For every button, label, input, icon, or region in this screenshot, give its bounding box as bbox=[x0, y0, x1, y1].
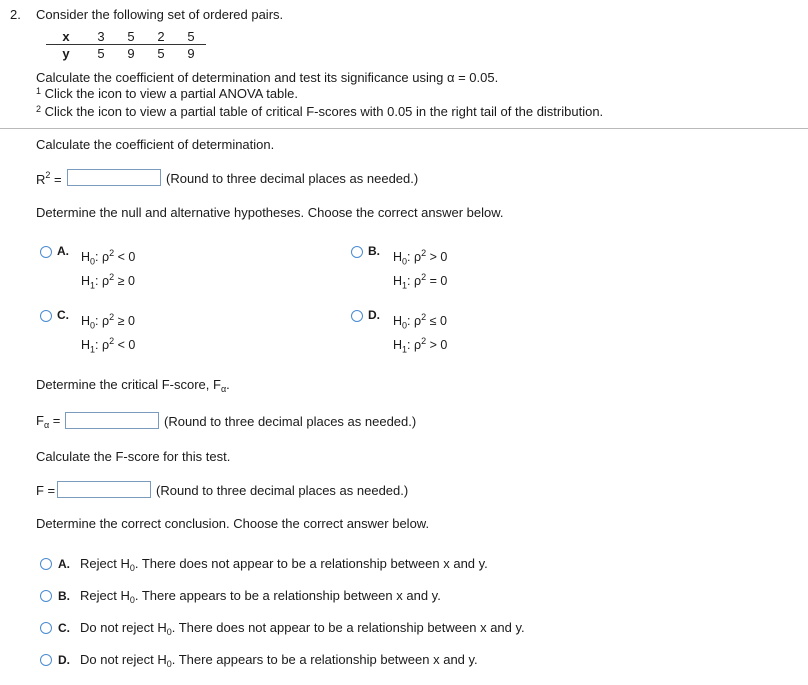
option-b-h0: $H_0$: $\rho^2 > 0$ bbox=[393, 248, 448, 267]
option-c-radio[interactable] bbox=[40, 310, 52, 322]
footnote-1-text[interactable]: Click the icon to view a partial ANOVA table. bbox=[44, 86, 299, 101]
question-prompt: Consider the following set of ordered pairs. bbox=[36, 7, 284, 22]
option-d-letter: D. bbox=[368, 308, 380, 322]
conclusion-d-letter: D. bbox=[58, 653, 70, 667]
question-number: 2. bbox=[10, 7, 21, 22]
conclusion-c-text: Do not reject $H_0$. There does not appear to be a relationship between x and y. bbox=[80, 620, 525, 637]
option-c-letter: C. bbox=[57, 308, 69, 322]
table-row-x bbox=[46, 28, 206, 45]
ordered-pairs-table bbox=[46, 28, 206, 61]
option-a-h1: $H_1$: $\rho^2 \ge 0$ bbox=[81, 272, 135, 291]
y-header: y bbox=[62, 45, 70, 61]
r-squared-label bbox=[36, 170, 62, 187]
x-value: 2 bbox=[146, 28, 176, 45]
f-score-input[interactable] bbox=[57, 481, 151, 498]
footnote-2-mark: 2 bbox=[36, 104, 42, 114]
part1-hint: (Round to three decimal places as needed.) bbox=[166, 171, 419, 186]
option-a-letter: A. bbox=[57, 244, 69, 258]
part3-prompt: Determine the critical F-score, $F_\alpha$. bbox=[36, 377, 230, 394]
conclusion-a-radio[interactable] bbox=[40, 558, 52, 570]
part3-hint: (Round to three decimal places as needed.) bbox=[164, 414, 417, 429]
y-value: 5 bbox=[97, 45, 105, 61]
conclusion-d-text: Do not reject $H_0$. There appears to be a relationship between x and y. bbox=[80, 652, 478, 669]
x-value: 5 bbox=[116, 28, 146, 45]
y-value: 5 bbox=[157, 45, 165, 61]
option-b-radio[interactable] bbox=[351, 246, 363, 258]
option-c-h0: $H_0$: $\rho^2 \ge 0$ bbox=[81, 312, 135, 331]
part5-prompt: Determine the correct conclusion. Choose the correct answer below. bbox=[36, 516, 430, 531]
f-score-label: F = bbox=[36, 483, 56, 498]
conclusion-b-letter: B. bbox=[58, 589, 70, 603]
x-value: 5 bbox=[176, 28, 206, 45]
x-value: 3 bbox=[86, 28, 116, 45]
x-header: x bbox=[46, 28, 86, 45]
footnote-2-text[interactable]: Click the icon to view a partial table of critical F-scores with 0.05 in the right tail of the distribution. bbox=[44, 104, 604, 119]
conclusion-c-radio[interactable] bbox=[40, 622, 52, 634]
r-squared-input[interactable] bbox=[67, 169, 161, 186]
option-b-h1: $H_1$: $\rho^2 = 0$ bbox=[393, 272, 448, 291]
r-squared-sup: 2 bbox=[45, 170, 51, 180]
f-critical-input[interactable] bbox=[65, 412, 159, 429]
option-b-letter: B. bbox=[368, 244, 380, 258]
option-c-h1: $H_1$: $\rho^2 < 0$ bbox=[81, 336, 136, 355]
y-value: 9 bbox=[187, 45, 195, 61]
footnote-1-mark: 1 bbox=[36, 86, 42, 96]
option-a-h0: $H_0$: $\rho^2 < 0$ bbox=[81, 248, 136, 267]
option-a-radio[interactable] bbox=[40, 246, 52, 258]
y-value: 9 bbox=[127, 45, 135, 61]
f-alpha-label: $F_\alpha$ = bbox=[36, 413, 61, 430]
conclusion-c-letter: C. bbox=[58, 621, 70, 635]
conclusion-b-text: Reject $H_0$. There appears to be a relationship between x and y. bbox=[80, 588, 441, 605]
table-row-y bbox=[46, 45, 206, 62]
footnote-2[interactable] bbox=[36, 104, 603, 119]
conclusion-d-radio[interactable] bbox=[40, 654, 52, 666]
option-d-radio[interactable] bbox=[351, 310, 363, 322]
conclusion-b-radio[interactable] bbox=[40, 590, 52, 602]
r-squared-eq: = bbox=[54, 172, 62, 187]
conclusion-a-letter: A. bbox=[58, 557, 70, 571]
footnote-1[interactable] bbox=[36, 86, 298, 101]
part2-prompt: Determine the null and alternative hypotheses. Choose the correct answer below. bbox=[36, 205, 504, 220]
instruction-text: Calculate the coefficient of determination and test its significance using α = 0.05. bbox=[36, 70, 499, 85]
r-squared-main: R bbox=[36, 172, 46, 187]
option-d-h1: $H_1$: $\rho^2 > 0$ bbox=[393, 336, 448, 355]
section-divider bbox=[0, 128, 808, 129]
part1-prompt: Calculate the coefficient of determination. bbox=[36, 137, 275, 152]
part4-hint: (Round to three decimal places as needed.) bbox=[156, 483, 409, 498]
option-d-h0: $H_0$: $\rho^2 \le 0$ bbox=[393, 312, 447, 331]
conclusion-a-text: Reject $H_0$. There does not appear to be a relationship between x and y. bbox=[80, 556, 488, 573]
part4-prompt: Calculate the F-score for this test. bbox=[36, 449, 231, 464]
